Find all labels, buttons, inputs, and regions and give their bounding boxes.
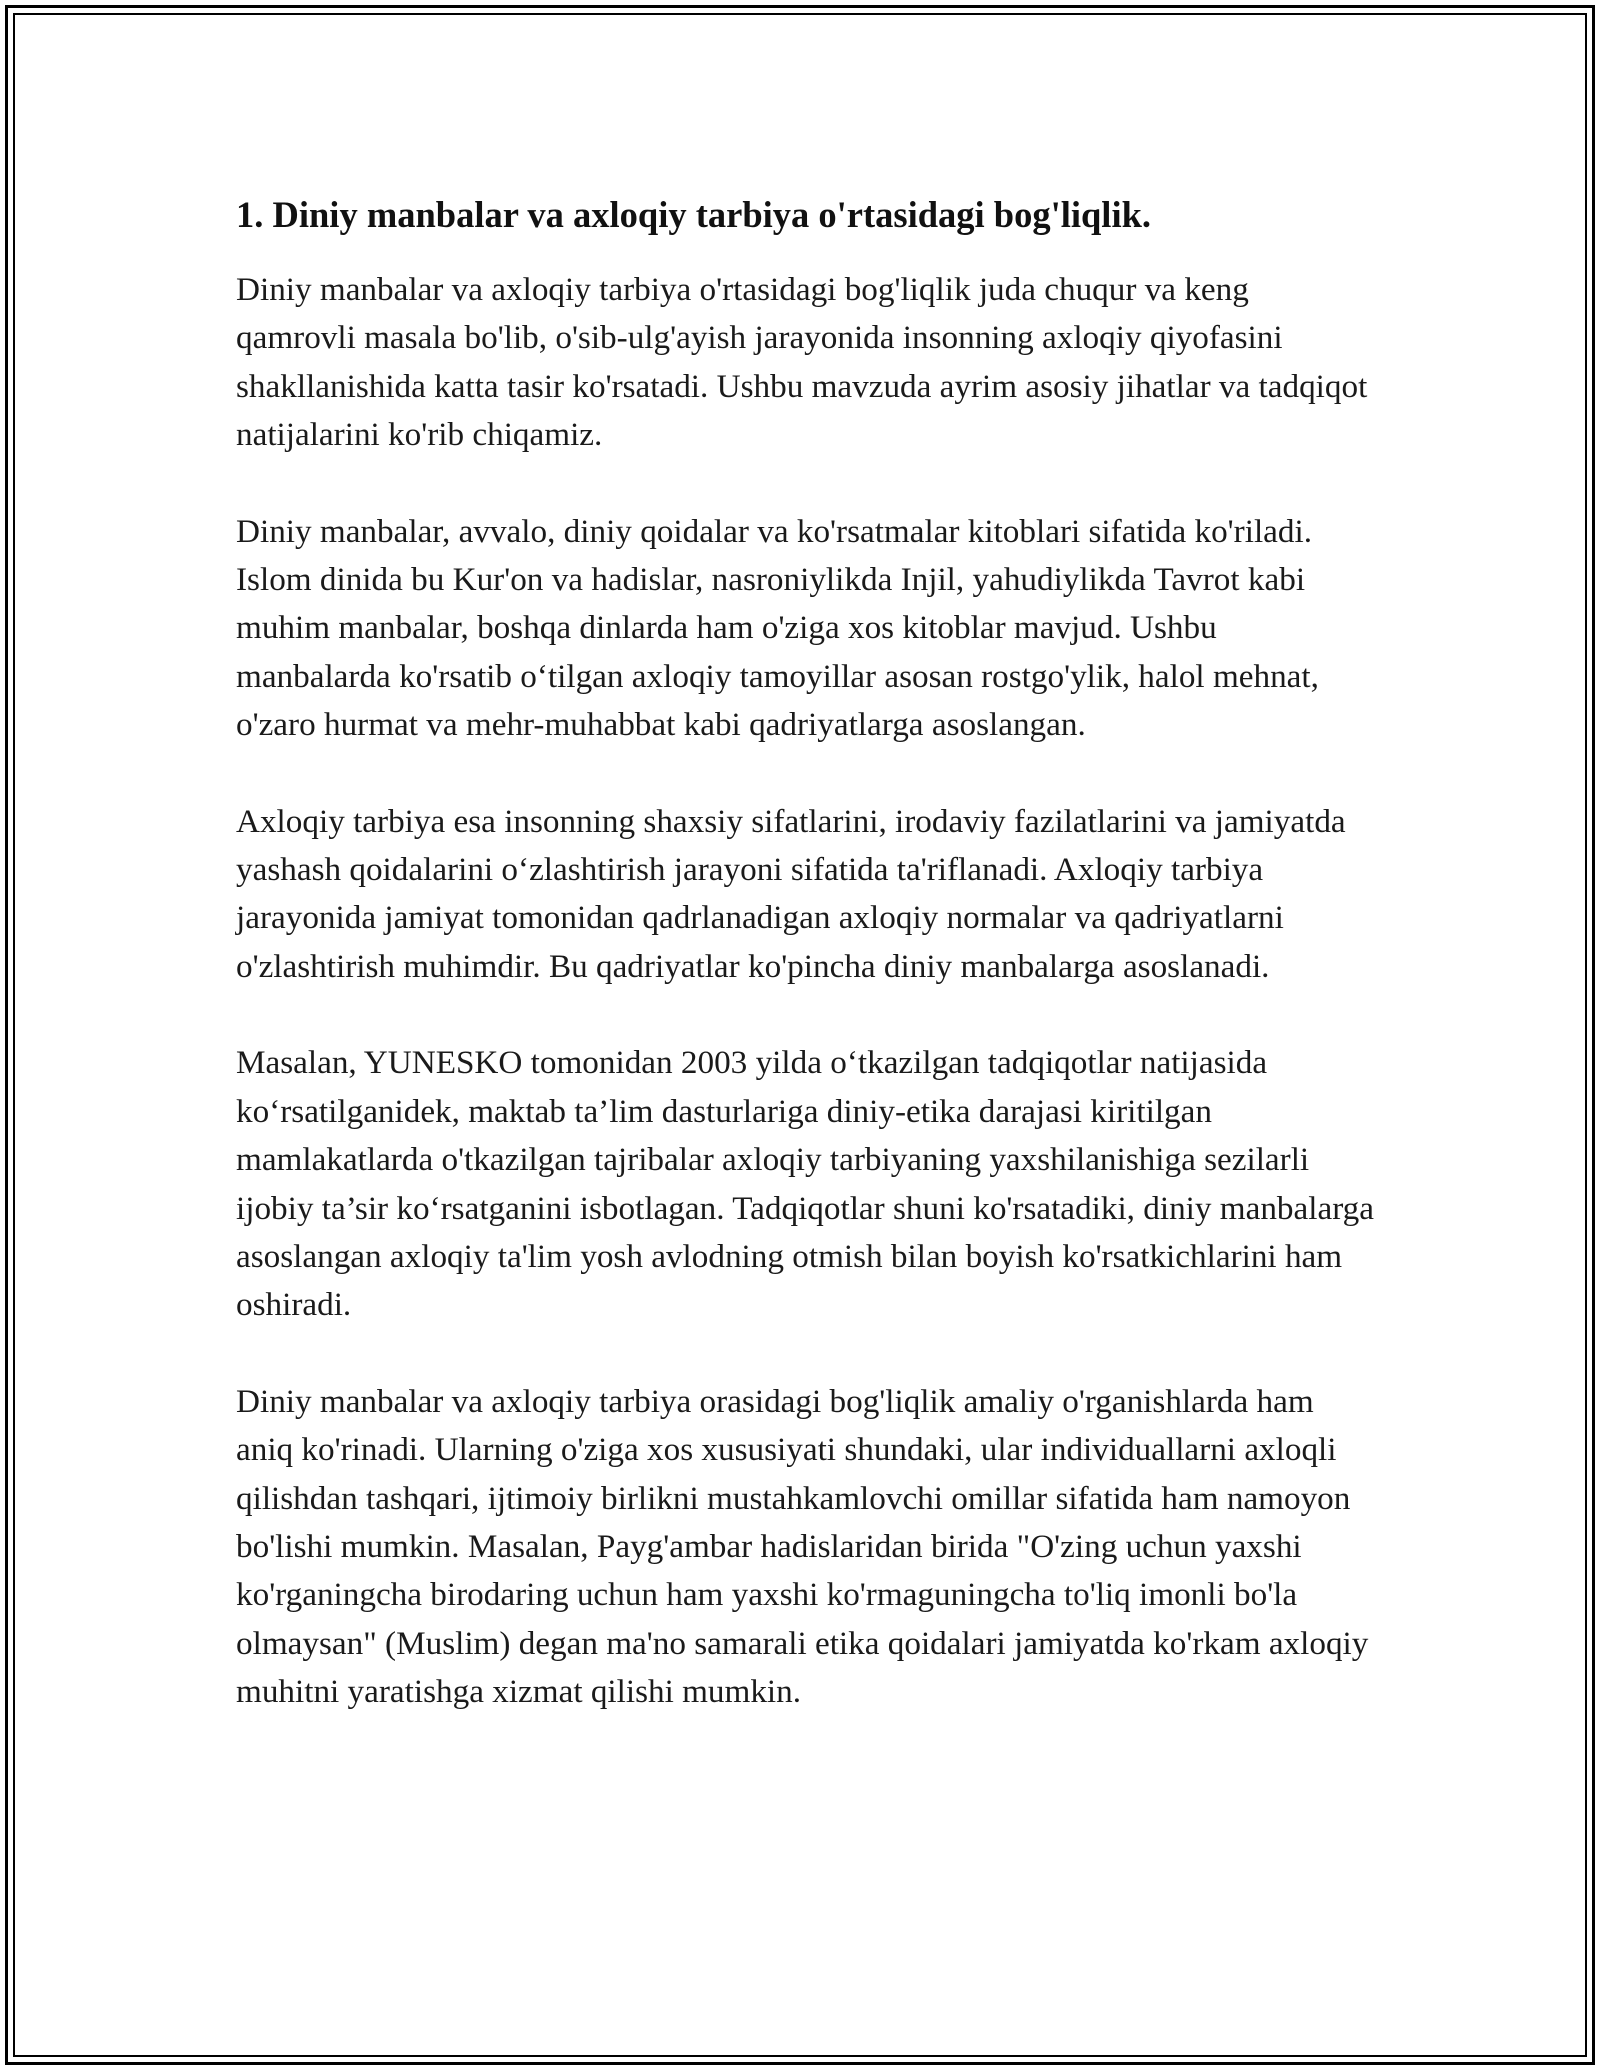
document-body [236,190,1376,1765]
section-heading: 1. Diniy manbalar va axloqiy tarbiya o'rtasidagi bog'liqlik. [236,194,1152,235]
paragraph-intro: Diniy manbalar va axloqiy tarbiya o'rtasidagi bog'liqlik juda chuqur va keng qamrovli masala bo'lib, o'sib-ulg'ayish jarayonida insonning axloqiy qiyofasini shakllanishida katta tasir ko'rsatadi. Ushbu mavzuda ayrim asosiy jihatlar va tadqiqot natijalarini ko'rib chiqamiz. [236,271,1368,454]
paragraph-practical-connection: Diniy manbalar va axloqiy tarbiya orasidagi bog'liqlik amaliy o'rganishlarda ham aniq ko'rinadi. Ularning o'ziga xos xususiyati shundaki, ular individuallarni axloqli qilishdan tashqari, ijtimoiy birlikni mustahkamlovchi omillar sifatida ham namoyon bo'lishi mumkin. Masalan, Payg'ambar hadislaridan birida "O'zing uchun yaxshi ko'rganingcha birodaring uchun ham yaxshi ko'rmaguningcha to'liq imonli bo'la olmaysan" (Muslim) degan ma'no samarali etika qoidalari jamiyatda ko'rkam axloqiy muhitni yaratishga xizmat qilishi mumkin. [236,1382,1369,1711]
paragraph-religious-sources: Diniy manbalar, avvalo, diniy qoidalar va ko'rsatmalar kitoblari sifatida ko'riladi. Islom dinida bu Kur'on va hadislar, nasroniylikda Injil, yahudiylikda Tavrot kabi muhim manbalar, boshqa dinlarda ham o'ziga xos kitoblar mavjud. Ushbu manbalarda ko'rsatib o‘tilgan axloqiy tamoyillar asosan rostgo'ylik, halol mehnat, o'zaro hurmat va mehr-muhabbat kabi qadriyatlarga asoslangan. [236,512,1319,744]
paragraph-moral-education: Axloqiy tarbiya esa insonning shaxsiy sifatlarini, irodaviy fazilatlarini va jamiyatda yashash qoidalarini o‘zlashtirish jarayoni sifatida ta'riflanadi. Axloqiy tarbiya jarayonida jamiyat tomonidan qadrlanadigan axloqiy normalar va qadriyatlarni o'zlashtirish muhimdir. Bu qadriyatlar ko'pincha diniy manbalarga asoslanadi. [236,802,1346,985]
paragraph-unesco-study: Masalan, YUNESKO tomonidan 2003 yilda o‘tkazilgan tadqiqotlar natijasida ko‘rsatilganidek, maktab ta’lim dasturlariga diniy-etika darajasi kiritilgan mamlakatlarda o'tkazilgan tajribalar axloqiy tarbiyaning yaxshilanishiga sezilarli ijobiy ta’sir ko‘rsatganini isbotlagan. Tadqiqotlar shuni ko'rsatadiki, diniy manbalarga asoslangan axloqiy ta'lim yosh avlodning otmish bilan boyish ko'rsatkichlarini ham oshiradi. [236,1044,1374,1324]
